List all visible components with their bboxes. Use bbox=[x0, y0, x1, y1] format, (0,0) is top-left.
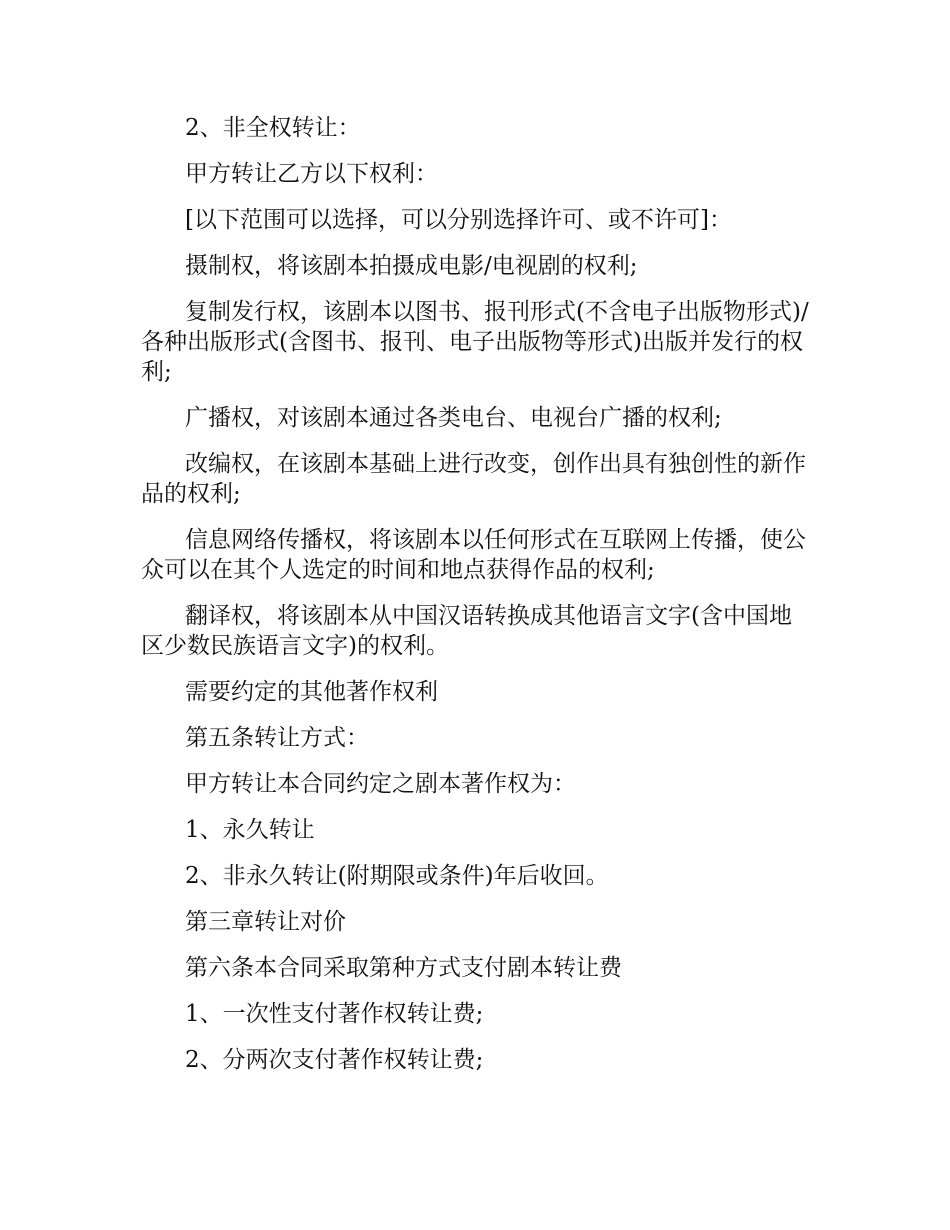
paragraph-partial-transfer-heading: 2、非全权转让： bbox=[185, 115, 361, 141]
paragraph-filming-right: 摄制权，将该剧本拍摄成电影/电视剧的权利; bbox=[185, 253, 638, 279]
paragraph-reproduction-distribution-right: 复制发行权，该剧本以图书、报刊形式(不含电子出版物形式)/各种出版形式(含图书、报刊、电子出版物等形式)出版并发行的权利; bbox=[141, 299, 809, 385]
paragraph-article-6-heading: 第六条本合同采取第种方式支付剧本转让费 bbox=[185, 955, 622, 981]
paragraph-article-5-heading: 第五条转让方式： bbox=[185, 725, 369, 751]
paragraph-broadcast-right: 广播权，对该剧本通过各类电台、电视台广播的权利; bbox=[185, 405, 722, 431]
paragraph-network-dissemination-right: 信息网络传播权，将该剧本以任何形式在互联网上传播，使公众可以在其个人选定的时间和地点获得作品的权利; bbox=[141, 527, 806, 583]
paragraph-transfer-rights-intro: 甲方转让乙方以下权利： bbox=[185, 161, 438, 187]
paragraph-translation-right: 翻译权，将该剧本从中国汉语转换成其他语言文字(含中国地区少数民族语言文字)的权利。 bbox=[141, 603, 792, 659]
paragraph-chapter-3-heading: 第三章转让对价 bbox=[185, 909, 346, 935]
paragraph-permanent-transfer: 1、永久转让 bbox=[185, 817, 315, 843]
paragraph-adaptation-right: 改编权，在该剧本基础上进行改变，创作出具有独创性的新作品的权利; bbox=[141, 451, 806, 507]
paragraph-lump-sum-payment: 1、一次性支付著作权转让费; bbox=[185, 1001, 484, 1027]
paragraph-other-rights: 需要约定的其他著作权利 bbox=[185, 679, 438, 705]
paragraph-non-permanent-transfer: 2、非永久转让(附期限或条件)年后收回。 bbox=[185, 863, 609, 889]
paragraph-scope-note: [以下范围可以选择，可以分别选择许可、或不许可]： bbox=[185, 207, 732, 233]
document-body bbox=[141, 111, 813, 1089]
paragraph-transfer-term-intro: 甲方转让本合同约定之剧本著作权为： bbox=[185, 771, 576, 797]
paragraph-two-installment-payment: 2、分两次支付著作权转让费; bbox=[185, 1047, 484, 1073]
